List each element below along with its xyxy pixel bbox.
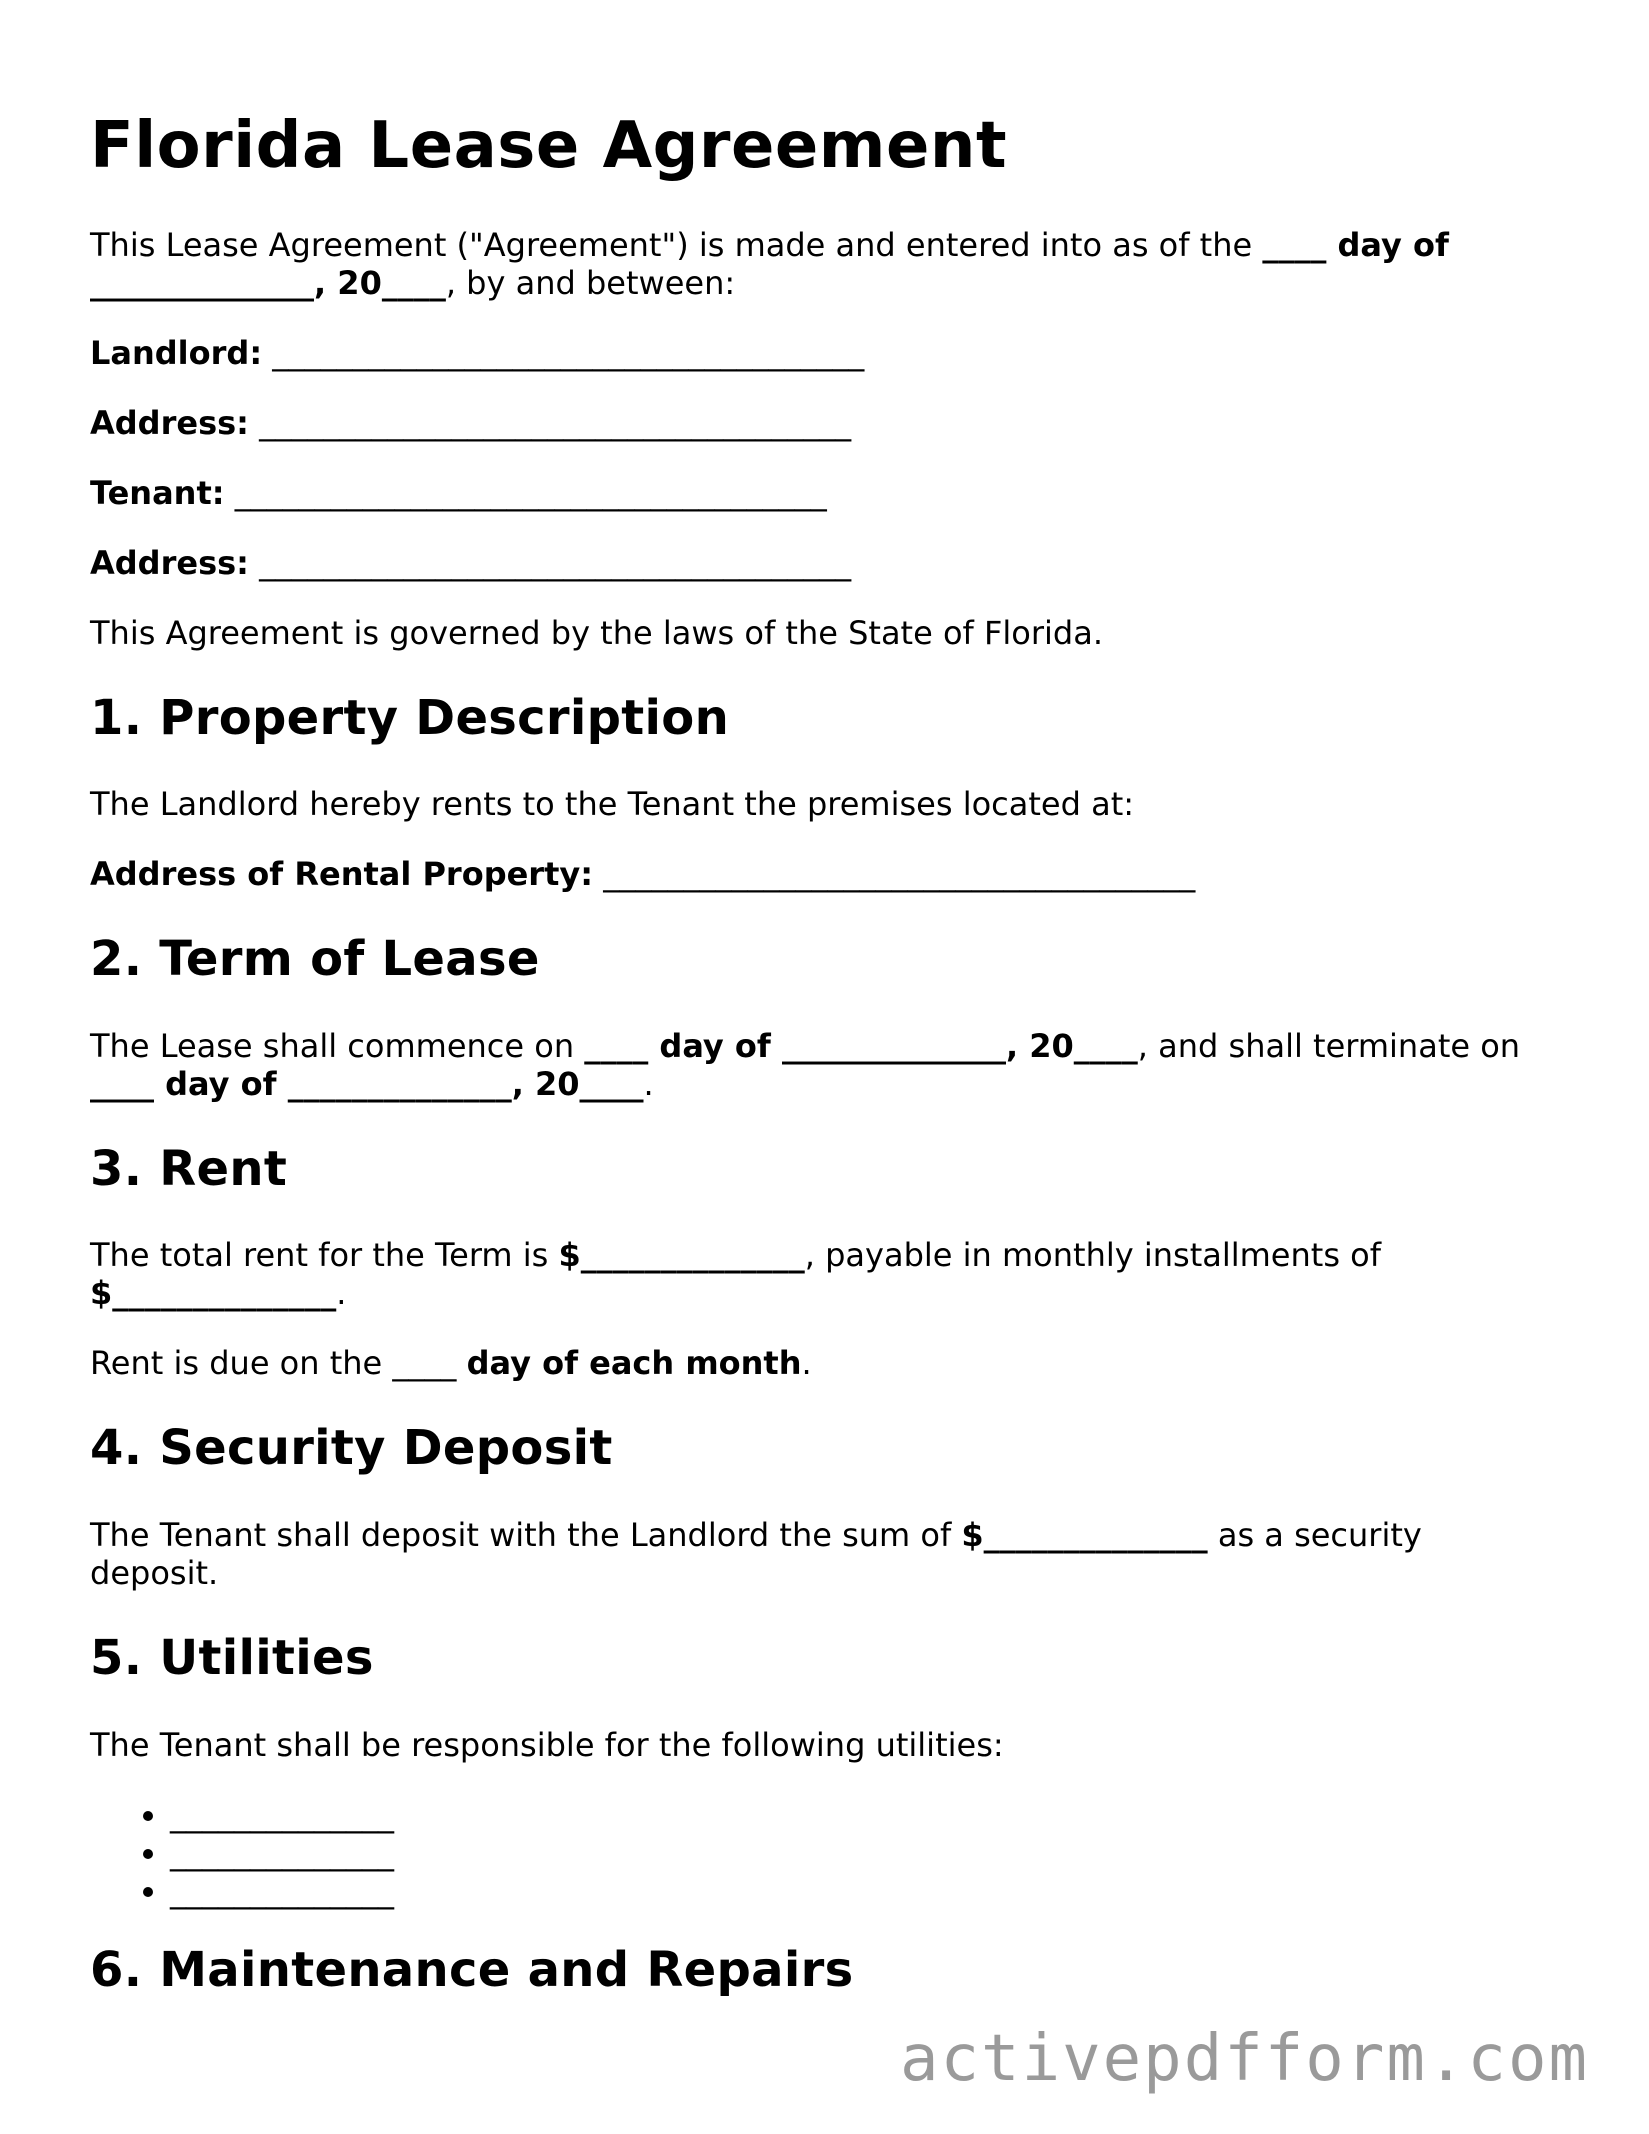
- utilities-text: The Tenant shall be responsible for the following utilities:: [90, 1725, 1004, 1764]
- rent-due-bold: day of each month: [466, 1344, 802, 1383]
- rent-text-2: , payable in monthly installments of: [804, 1236, 1381, 1275]
- term-start-blank[interactable]: ____ day of ______________, 20____: [584, 1026, 1138, 1065]
- monthly-rent-blank[interactable]: $______________: [90, 1274, 337, 1313]
- tenant-blank[interactable]: _____________________________________: [234, 473, 827, 512]
- rent-text-3: .: [336, 1274, 347, 1313]
- rent-due-text-2: .: [801, 1344, 812, 1383]
- rent-due-text-1: Rent is due on the ____: [90, 1344, 467, 1383]
- term-end-blank[interactable]: ____ day of ______________, 20____: [90, 1064, 644, 1103]
- section-deposit-heading: 4. Security Deposit: [90, 1420, 613, 1477]
- total-rent-blank[interactable]: $______________: [558, 1236, 805, 1275]
- rental-property-address-blank[interactable]: _____________________________________: [603, 855, 1196, 894]
- tenant-label: Tenant:: [90, 473, 225, 512]
- intro-text-1: This Lease Agreement ("Agreement") is made and entered into as of the: [90, 225, 1263, 264]
- deposit-text-1: The Tenant shall deposit with the Landlord the sum of: [90, 1515, 962, 1554]
- rent-paragraph: [90, 1236, 1440, 1312]
- property-text: The Landlord hereby rents to the Tenant the premises located at:: [90, 785, 1135, 824]
- tenant-address-field: [90, 544, 1560, 582]
- rent-text-1: The total rent for the Term is: [90, 1236, 559, 1275]
- tenant-address-label: Address:: [90, 543, 249, 582]
- rent-due-paragraph: [90, 1344, 1560, 1382]
- landlord-label: Landlord:: [90, 333, 263, 372]
- landlord-address-label: Address:: [90, 403, 249, 442]
- document-title: Florida Lease Agreement: [90, 109, 1008, 183]
- section-maintenance-heading: 6. Maintenance and Repairs: [90, 1941, 854, 1998]
- tenant-address-blank[interactable]: _____________________________________: [259, 543, 852, 582]
- section-property-heading: 1. Property Description: [90, 689, 730, 746]
- utility-item[interactable]: • ______________: [170, 1796, 1560, 1834]
- section-term-heading: 2. Term of Lease: [90, 931, 540, 988]
- rental-property-address-field: [90, 855, 1560, 893]
- document-page: [90, 110, 1560, 2037]
- intro-day-blank[interactable]: ____ day of: [1262, 225, 1449, 264]
- deposit-paragraph: [90, 1516, 1440, 1592]
- utility-item[interactable]: • ______________: [170, 1834, 1560, 1872]
- section-utilities-heading: 5. Utilities: [90, 1629, 374, 1686]
- tenant-field: [90, 474, 1560, 512]
- rental-property-address-label: Address of Rental Property:: [90, 855, 594, 894]
- intro-month-year-blank[interactable]: ______________, 20____: [90, 263, 446, 302]
- term-text-1: The Lease shall commence on: [90, 1026, 585, 1065]
- term-text-3: .: [643, 1064, 654, 1103]
- utilities-list: [90, 1796, 1560, 1910]
- governing-law-text: This Agreement is governed by the laws of the State of Florida.: [90, 613, 1103, 652]
- deposit-amount-blank[interactable]: $______________: [961, 1515, 1208, 1554]
- landlord-address-field: [90, 404, 1560, 442]
- landlord-blank[interactable]: _____________________________________: [272, 333, 865, 372]
- term-text-2: , and shall terminate on: [1137, 1026, 1521, 1065]
- intro-paragraph: [90, 226, 1560, 302]
- watermark: activepdfform.com: [899, 2022, 1589, 2096]
- landlord-address-blank[interactable]: _____________________________________: [259, 403, 852, 442]
- utility-item[interactable]: • ______________: [170, 1872, 1560, 1910]
- deposit-text-2: as a security deposit.: [90, 1515, 1422, 1592]
- intro-text-3: , by and between:: [445, 263, 736, 302]
- landlord-field: [90, 334, 1560, 372]
- term-paragraph: [90, 1027, 1560, 1103]
- section-rent-heading: 3. Rent: [90, 1140, 288, 1197]
